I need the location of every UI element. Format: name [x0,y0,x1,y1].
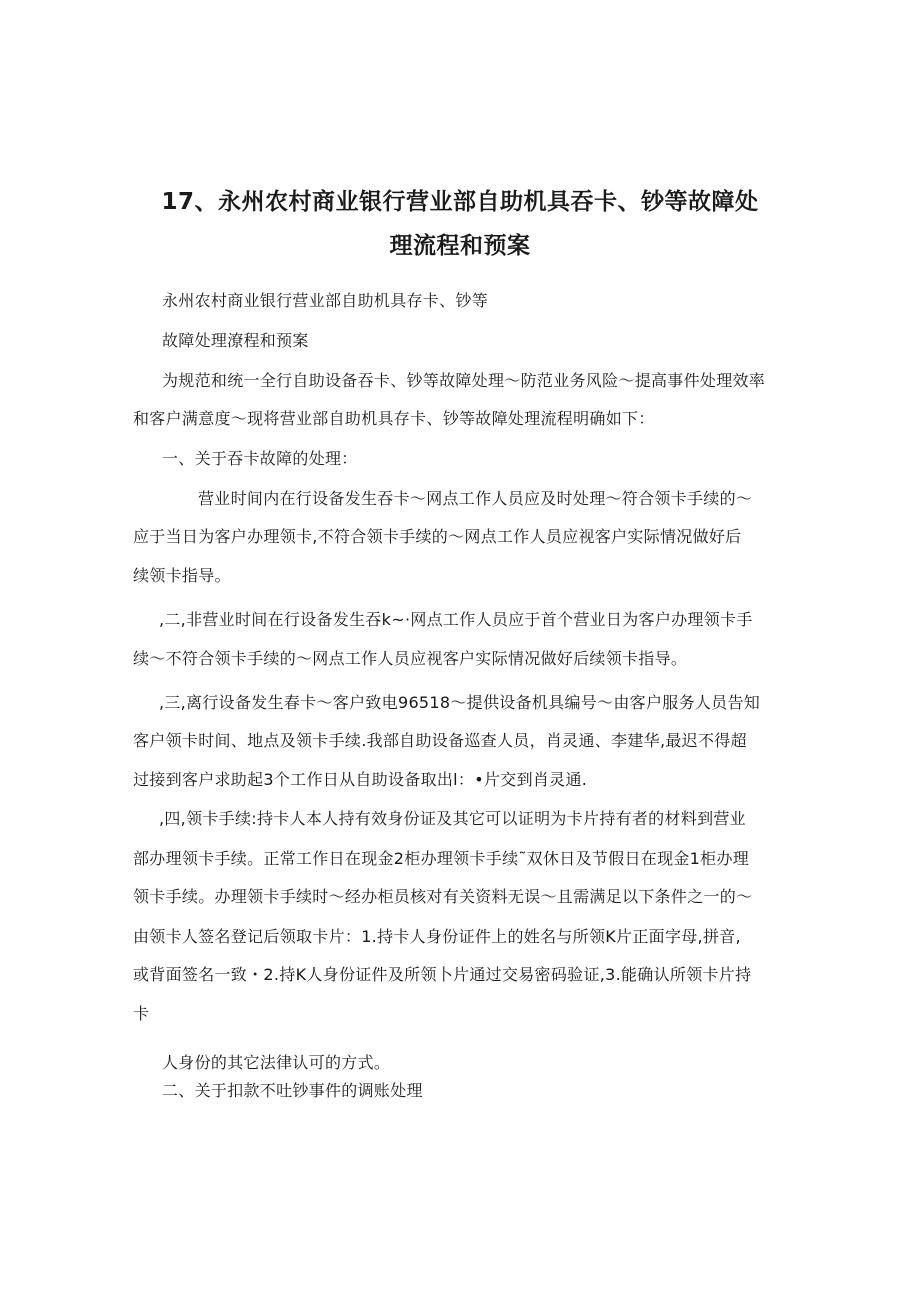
item-3-line-3: 过接到客户求助起3个工作日从自助设备取出l：•片交到肖灵通. [133,770,588,789]
item-4-line-3: 领卡手续。办理领卡手续时～经办柜员核对有关资料无误～且需满足以下条件之一的～ [133,887,753,906]
item-3-line-2: 客户领卡时间、地点及领卡手续.我部自助设备巡查人员，肖灵通、李建华,最迟不得超 [133,731,747,750]
item-1-line-2: 应于当日为客户办理领卡,不符合领卡手续的～网点工作人员应视客户实际情况做好后 [133,527,742,546]
title-line-2: 理流程和预案 [389,233,531,259]
title-line-1: 17、永州农村商业银行营业部自助机具吞卡、钞等故障处 [161,189,759,215]
item-4-line-4: 由领卡人签名登记后领取卡片：1.持卡人身份证件上的姓名与所领K片正面字母,拼音, [133,927,741,946]
section-2-heading: 二、关于扣款不吐钞事件的调账处理 [162,1081,423,1100]
item-1-line-1: 营业时间内在行设备发生吞卡～网点工作人员应及时处理～符合领卡手续的～ [198,489,753,508]
item-2-line-1: ,二,非营业时间在行设备发生吞k~·网点工作人员应于首个营业日为客户办理领卡手 [159,610,753,629]
intro-line-2: 和客户满意度～现将营业部自助机具存卡、钞等故障处理流程明确如下： [133,409,655,428]
item-4-line-2: 部办理领卡手续。正常工作日在现金2柜办理领卡手续˜双休日及节假日在现金1柜办理 [133,849,750,868]
item-2-line-2: 续～不符合领卡手续的～网点工作人员应视客户实际情况做好后续领卡指导。 [133,649,688,668]
subtitle-line-2: 故障处理潦程和预案 [162,331,309,350]
subtitle-line-1: 永州农村商业银行营业部自助机具存卡、钞等 [162,291,489,310]
item-4-line-1: ,四,领卡手续:持卡人本人持有效身份证及其它可以证明为卡片持有者的材料到营业 [159,809,746,828]
item-4-line-5: 或背面签名一致・2.持K人身份证件及所领卜片通过交易密码验证,3.能确认所领卡片持 [133,965,752,984]
item-1-line-3: 续领卡指导。 [133,566,231,585]
item-3-line-1: ,三,离行设备发生春卡～客户致电96518～提供设备机具编号～由客户服务人员告知 [159,693,761,712]
item-4-line-6: 卡 [133,1004,150,1023]
section-1-heading: 一、关于吞卡故障的处理： [162,449,358,468]
item-4-line-7: 人身份的其它法律认可的方式。 [162,1053,391,1072]
document-title [130,180,790,268]
intro-line-1: 为规范和统一全行自助设备吞卡、钞等故障处理～防范业务风险～提高事件处理效率 [162,371,766,390]
